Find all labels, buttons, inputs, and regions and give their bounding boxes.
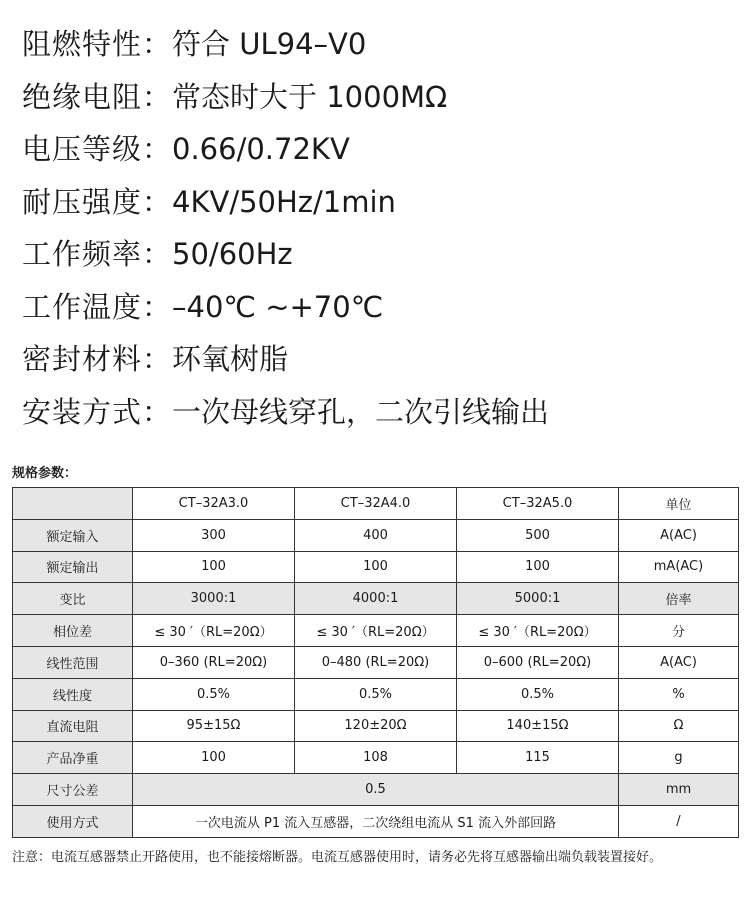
row-label: 线性度 (13, 678, 133, 710)
table-cell: 0–600 (RL=20Ω) (457, 646, 619, 678)
row-label: 相位差 (13, 615, 133, 647)
table-cell: 0.5% (457, 678, 619, 710)
column-header-unit: 单位 (619, 488, 739, 520)
column-header: CT–32A4.0 (295, 488, 457, 520)
table-corner-cell (13, 488, 133, 520)
table-cell: ≤ 30 ′（RL=20Ω） (295, 615, 457, 647)
table-cell: 115 (457, 742, 619, 774)
spec-label: 阻燃特性： (22, 27, 173, 61)
table-row (13, 519, 739, 551)
spec-voltage-class (22, 127, 742, 180)
row-label: 线性范围 (13, 646, 133, 678)
spec-label: 工作频率： (22, 237, 173, 271)
table-cell: ≤ 30 ′（RL=20Ω） (457, 615, 619, 647)
row-label: 尺寸公差 (13, 774, 133, 806)
table-row (13, 742, 739, 774)
table-cell: 140±15Ω (457, 710, 619, 742)
table-row (13, 583, 739, 615)
table-cell: 108 (295, 742, 457, 774)
row-label: 额定输出 (13, 551, 133, 583)
table-row (13, 710, 739, 742)
spec-sealing-material (22, 337, 742, 390)
spec-installation (22, 390, 742, 443)
table-row (13, 678, 739, 710)
column-header: CT–32A3.0 (133, 488, 295, 520)
table-row (13, 615, 739, 647)
table-row (13, 551, 739, 583)
spec-value: 4KV/50Hz/1min (172, 184, 396, 219)
row-label: 变比 (13, 583, 133, 615)
merged-cell: 0.5 (133, 774, 619, 806)
table-cell: 0.5% (133, 678, 295, 710)
table-cell: 400 (295, 519, 457, 551)
spec-frequency (22, 232, 742, 285)
table-row (13, 774, 739, 806)
spec-value: 符合 UL94–V0 (172, 27, 367, 61)
unit-cell: Ω (619, 710, 739, 742)
spec-value: 环氧树脂 (172, 342, 289, 376)
table-cell: 0.5% (295, 678, 457, 710)
unit-cell: % (619, 678, 739, 710)
warning-note: 注意：电流互感器禁止开路使用，也不能接熔断器。电流互感器使用时，请务必先将互感器输出端负载装置接好。 (12, 850, 663, 865)
table-row (13, 805, 739, 837)
table-cell: 500 (457, 519, 619, 551)
table-cell: 120±20Ω (295, 710, 457, 742)
spec-value: 一次母线穿孔，二次引线输出 (172, 394, 550, 429)
spec-insulation-resistance (22, 75, 742, 128)
row-label: 额定输入 (13, 519, 133, 551)
spec-label: 工作温度： (22, 289, 173, 324)
spec-label: 电压等级： (22, 132, 173, 166)
table-row (13, 646, 739, 678)
spec-temperature (22, 285, 742, 338)
spec-label: 绝缘电阻： (22, 79, 173, 114)
table-cell: 0–360 (RL=20Ω) (133, 646, 295, 678)
table-header-row (13, 488, 739, 520)
row-label: 使用方式 (13, 805, 133, 837)
spec-value: 0.66/0.72KV (172, 132, 350, 166)
column-header: CT–32A5.0 (457, 488, 619, 520)
spec-flame-retardant (22, 22, 742, 75)
table-cell: 300 (133, 519, 295, 551)
spec-list (22, 22, 742, 442)
unit-cell: mA(AC) (619, 551, 739, 583)
table-cell: 100 (133, 742, 295, 774)
table-cell: 5000:1 (457, 583, 619, 615)
row-label: 直流电阻 (13, 710, 133, 742)
unit-cell: 倍率 (619, 583, 739, 615)
table-cell: 95±15Ω (133, 710, 295, 742)
table-cell: 3000:1 (133, 583, 295, 615)
spec-label: 安装方式： (22, 394, 173, 429)
row-label: 产品净重 (13, 742, 133, 774)
spec-value: 常态时大于 1000MΩ (172, 79, 448, 114)
unit-cell: 分 (619, 615, 739, 647)
table-cell: 4000:1 (295, 583, 457, 615)
table-cell: 100 (457, 551, 619, 583)
unit-cell: A(AC) (619, 646, 739, 678)
spec-label: 密封材料： (22, 342, 173, 376)
spec-withstand-voltage (22, 180, 742, 233)
table-cell: 0–480 (RL=20Ω) (295, 646, 457, 678)
table-cell: 100 (133, 551, 295, 583)
unit-cell: A(AC) (619, 519, 739, 551)
parameter-table (12, 487, 739, 838)
table-cell: ≤ 30 ′（RL=20Ω） (133, 615, 295, 647)
table-cell: 100 (295, 551, 457, 583)
spec-label: 耐压强度： (22, 184, 173, 219)
spec-value: 50/60Hz (172, 237, 293, 271)
merged-cell: 一次电流从 P1 流入互感器，二次绕组电流从 S1 流入外部回路 (133, 805, 619, 837)
spec-value: –40℃ ~+70℃ (172, 289, 384, 324)
section-title: 规格参数： (12, 466, 78, 481)
unit-cell: / (619, 805, 739, 837)
unit-cell: mm (619, 774, 739, 806)
unit-cell: g (619, 742, 739, 774)
